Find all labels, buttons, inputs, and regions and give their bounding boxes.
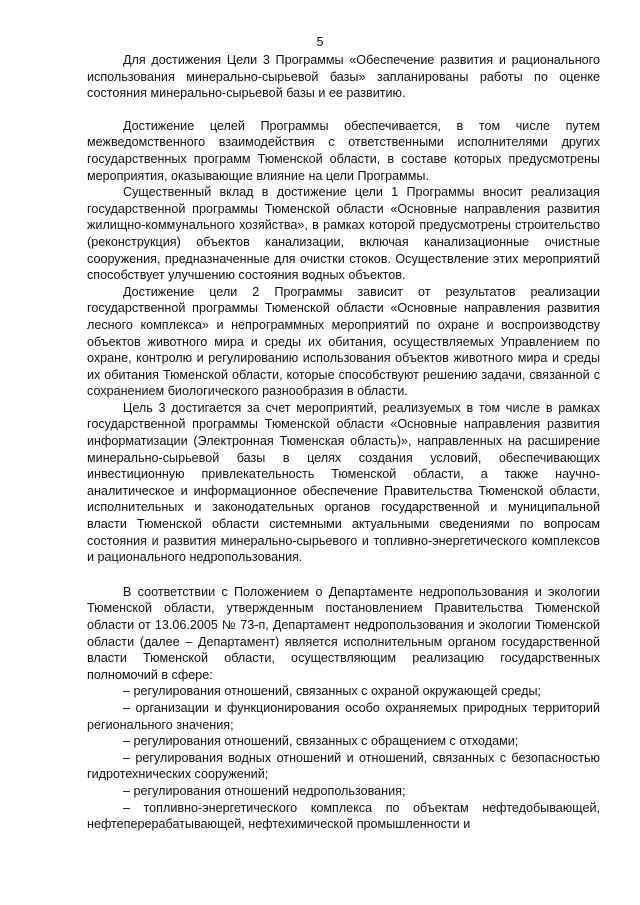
list-item: – регулирования отношений, связанных с обращением с отходами;: [123, 734, 519, 749]
paragraph-interagency: Достижение целей Программы обеспечивается, в том числе путем межведомственного взаимодействия с ответственными исполнителями других государственных программ Тюменской области, в составе которых предусмотрены мероприятия, оказывающие влияние на цели Программы.: [87, 118, 600, 183]
list-item: – регулирования водных отношений и отношений, связанных с безопасностью гидротехнических сооружений;: [87, 750, 600, 782]
page-number: 5: [316, 35, 324, 49]
paragraph-goal3-plan: Для достижения Цели 3 Программы «Обеспечение развития и рационального использования минерально-сырьевой базы» запланированы работы по оценке состояния минерально-сырьевой базы и ее развитию.: [87, 53, 600, 101]
paragraph-department: В соответствии с Положением о Департаменте недропользования и экологии Тюменской области, утвержденным постановлением Правительства Тюменской области от 13.06.2005 № 73-п, Департамент недропользования и экологии Тюменской области (далее – Департамент) является исполнительным органом государственной власти Тюменской области, осуществляющим реализацию государственных полномочий в сфере:: [87, 584, 600, 682]
list-item: – топливно-энергетического комплекса по объектам нефтедобывающей, нефтеперерабатывающей, нефтехимической промышленности и: [87, 800, 600, 832]
list-item: – регулирования отношений, связанных с охраной окружающей среды;: [123, 684, 541, 699]
list-item: – регулирования отношений недропользования;: [123, 783, 406, 798]
paragraph-goal1: Существенный вклад в достижение цели 1 Программы вносит реализация государственной программы Тюменской области «Основные направления развития жилищно-коммунального хозяйства», в рамках которой предусмотрены строительство (реконструкция) объектов канализации, включая канализационные очистные сооружения, предназначенные для очистки стоков. Осуществление этих мероприятий способствует улучшению состояния водных объектов.: [87, 185, 600, 283]
list-item: – организации и функционирования особо охраняемых природных территорий регионального значения;: [87, 700, 600, 732]
paragraph-goal3: Цель 3 достигается за счет мероприятий, реализуемых в том числе в рамках государственной программы Тюменской области «Основные направления развития информатизации (Электронная Тюменская область)», направленных на расширение минерально-сырьевой базы в целях создания условий, обеспечивающих инвестиционную привлекательность Тюменской области, а также научно-аналитическое и информационное обеспечение Правительства Тюменской области, исполнительных и законодательных органов государственной и муниципальной власти Тюменской области системными актуальными сведениями по вопросам состояния и развития минерально-сырьевого и топливно-энергетического комплексов и рационального недропользования.: [87, 400, 600, 565]
paragraph-goal2: Достижение цели 2 Программы зависит от результатов реализации государственной программы Тюменской области «Основные направления развития лесного комплекса» и непрограммных мероприятий по охране и воспроизводству объектов животного мира и среды их обитания, осуществляемых Управлением по охране, контролю и регулированию использования объектов животного мира и среды их обитания Тюменской области, которые способствуют решению задачи, связанной с сохранением биологического разнообразия в области.: [87, 284, 600, 399]
document-body: [87, 52, 600, 833]
